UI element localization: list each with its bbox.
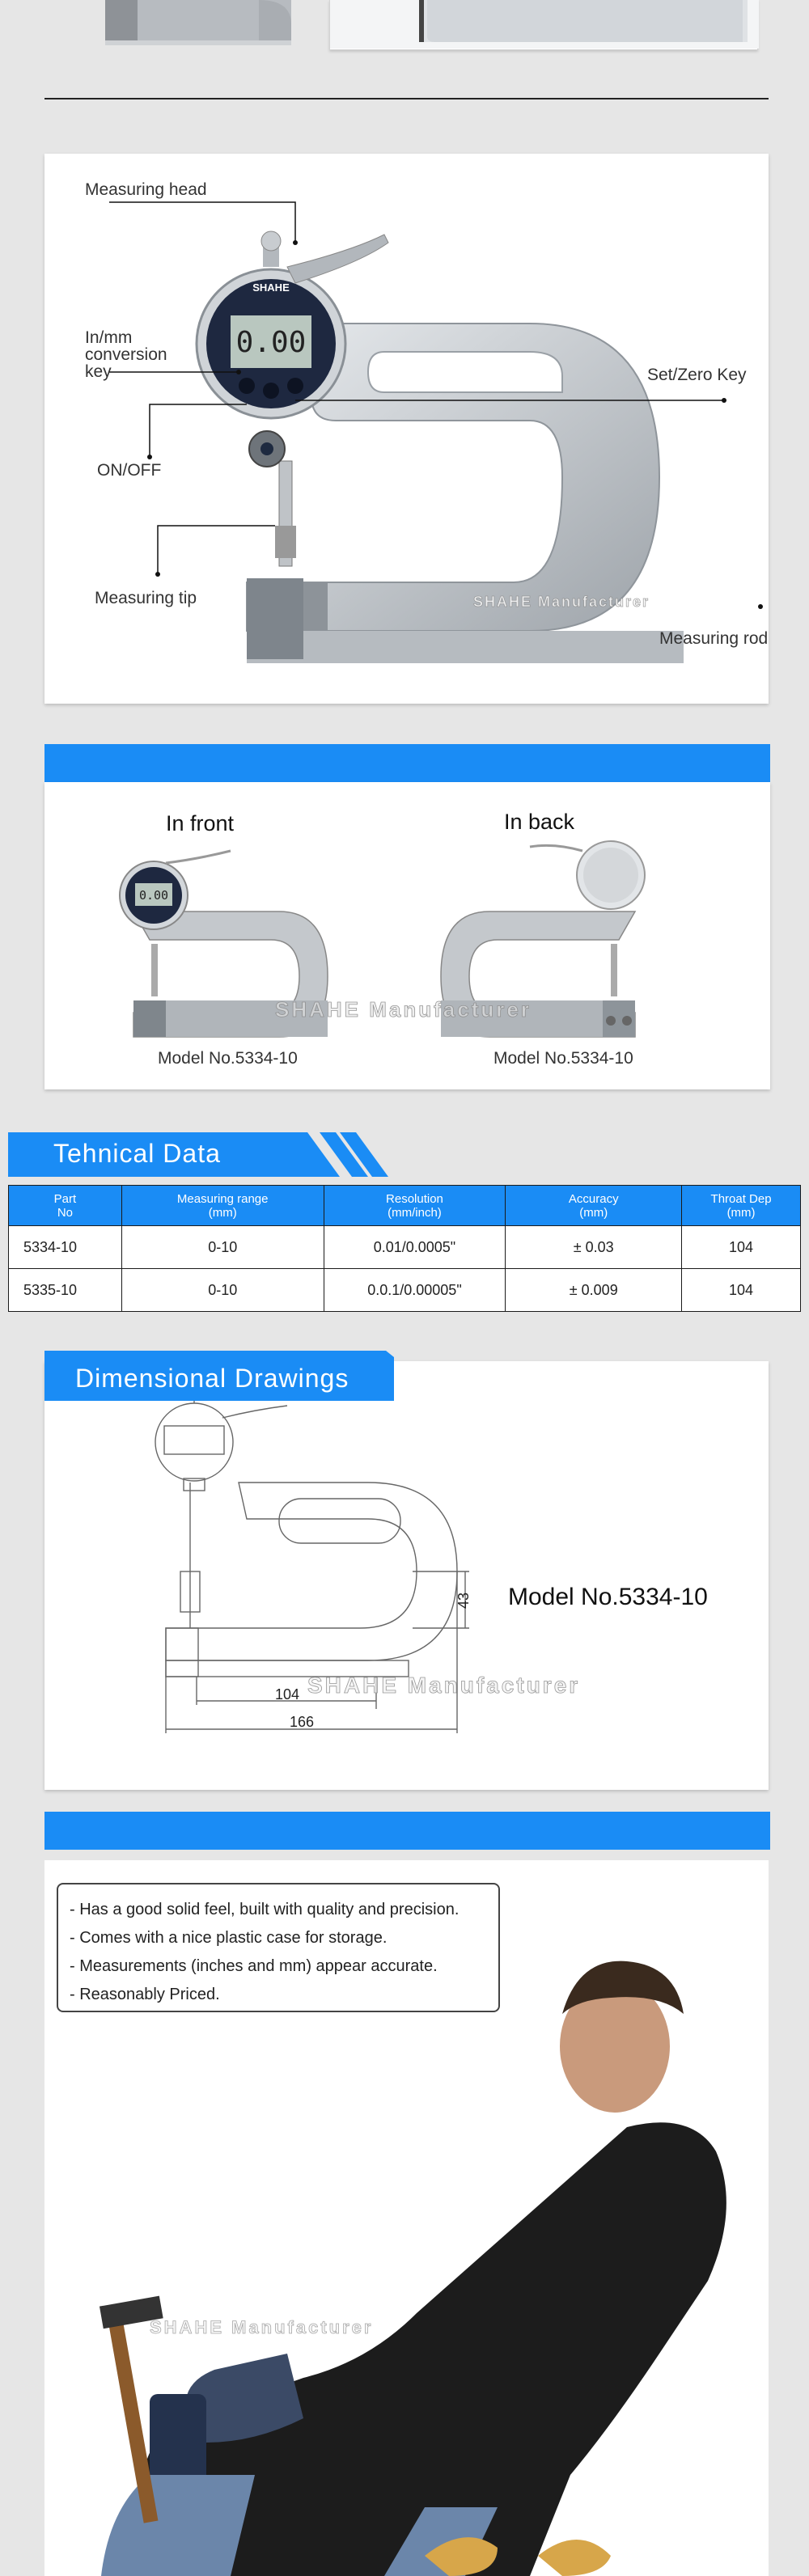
cell-throat-depth: 104 [682,1226,801,1269]
header-part-no: Part No [9,1186,122,1226]
front-back-illustration [44,782,770,1089]
tech-data-table [8,1185,801,1312]
dial-brand-label: SHAHE [252,281,290,294]
gauge-parts-illustration [44,154,769,704]
cell-measuring-range: 0-10 [121,1269,324,1312]
table-header-row [9,1186,801,1226]
header-throat-depth: Throat Dep (mm) [682,1186,801,1226]
label-set-zero-key: Set/Zero Key [647,366,747,384]
drawings-title: Dimensional Drawings [75,1364,349,1393]
label-measuring-rod: Measuring rod [659,629,769,648]
list-item: - Has a good solid feel, built with quality and precision. [70,1896,487,1924]
label-conversion-key-line1: In/mm [85,328,133,347]
back-model-number: Model No.5334-10 [493,1049,633,1068]
cell-throat-depth: 104 [682,1269,801,1312]
photo-watermark: SHAHE Manufacturer [150,2317,374,2337]
dimension-43: 43 [455,1592,472,1609]
tech-data-title: Tehnical Data [53,1139,221,1168]
features-list [57,1883,500,2012]
cell-accuracy: ± 0.009 [506,1269,682,1312]
label-in-front: In front [166,811,235,835]
list-item: - Comes with a nice plastic case for storage. [70,1924,487,1952]
drawing-model-number: Model No.5334-10 [508,1584,708,1610]
header-resolution: Resolution (mm/inch) [324,1186,506,1226]
cell-resolution: 0.01/0.0005" [324,1226,506,1269]
dial-display-digits: 0.00 [235,326,307,359]
top-closeup-photo-fragment [329,0,758,50]
list-item: - Measurements (inches and mm) appear accurate. [70,1952,487,1981]
features-header-bar [44,1812,770,1850]
label-measuring-tip: Measuring tip [95,589,197,607]
drawings-card [44,1361,769,1790]
top-gauge-photo-fragment [97,0,299,49]
list-item: - Reasonably Priced. [70,1981,487,2009]
dimension-104: 104 [274,1686,300,1703]
cell-part-no: 5335-10 [9,1269,122,1312]
front-display-digits: 0.00 [138,888,169,903]
label-on-off: ON/OFF [97,461,162,480]
label-conversion-key-line3: key [85,362,112,381]
table-row [9,1226,801,1269]
views-header-bar [44,744,770,782]
views-card [44,782,770,1089]
diagram-watermark: SHAHE Manufacturer [473,594,650,610]
dimension-166: 166 [289,1714,315,1730]
section-divider [44,98,769,99]
label-in-back: In back [504,810,575,834]
parts-diagram-card [44,154,769,704]
cell-measuring-range: 0-10 [121,1226,324,1269]
cell-resolution: 0.0.1/0.00005" [324,1269,506,1312]
cell-part-no: 5334-10 [9,1226,122,1269]
table-row [9,1269,801,1312]
dimensional-drawing [44,1361,769,1790]
label-measuring-head: Measuring head [85,180,207,199]
views-watermark: SHAHE Manufacturer [275,997,532,1022]
front-model-number: Model No.5334-10 [158,1049,298,1068]
label-conversion-key-line2: conversion [85,345,167,364]
cell-accuracy: ± 0.03 [506,1226,682,1269]
drawings-watermark: SHAHE Manufacturer [307,1673,581,1698]
header-accuracy: Accuracy (mm) [506,1186,682,1226]
header-measuring-range: Measuring range (mm) [121,1186,324,1226]
